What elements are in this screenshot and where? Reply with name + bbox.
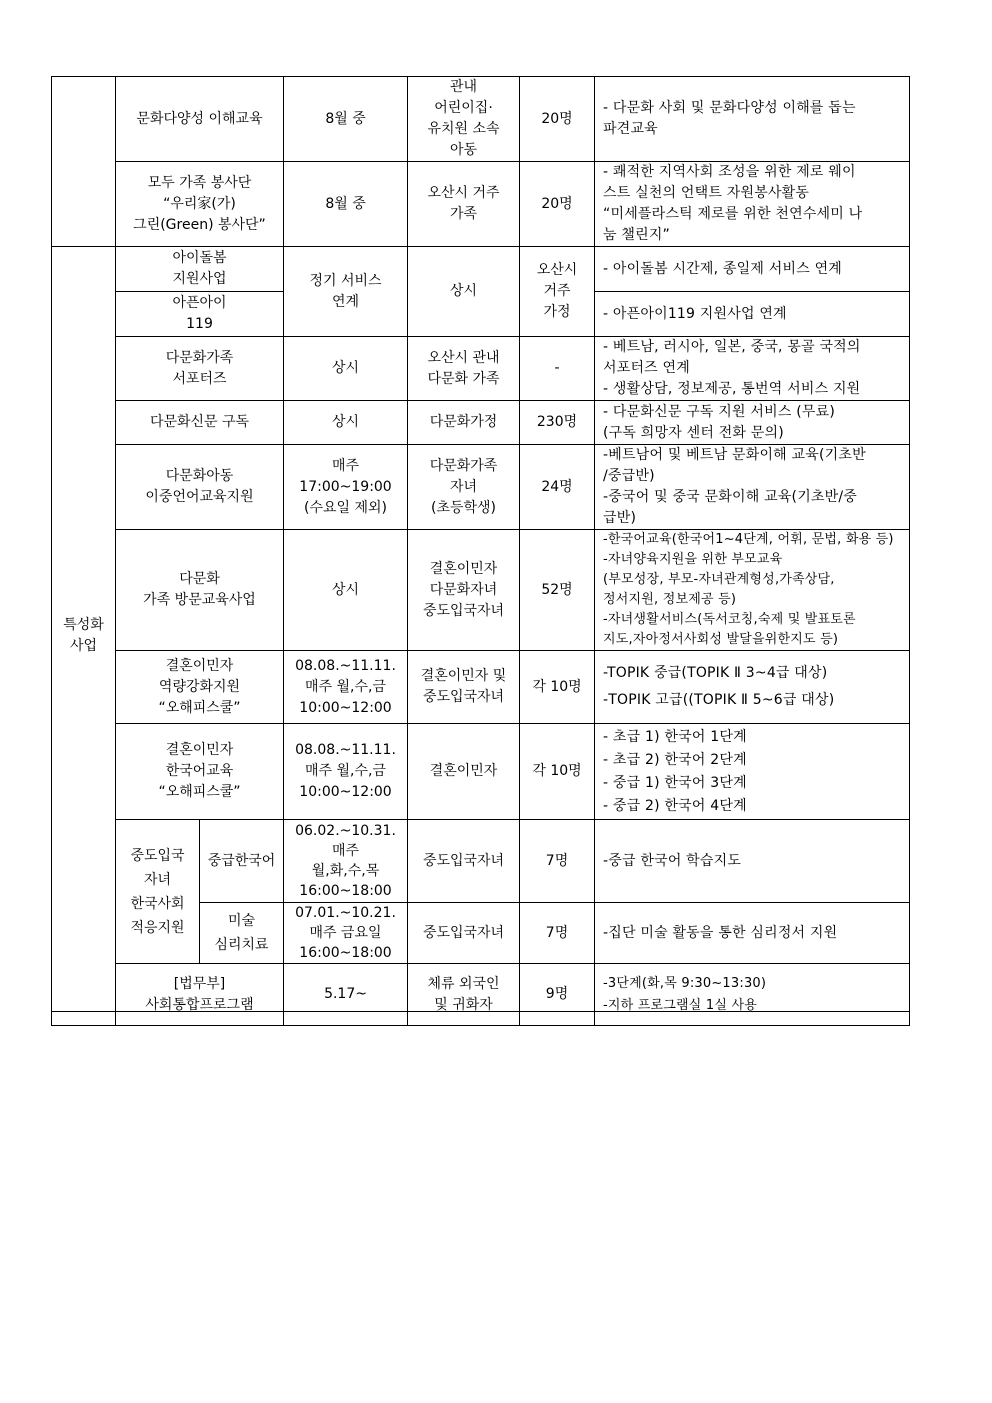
table-row (52, 337, 910, 401)
table-row (52, 247, 910, 292)
content-cell: -베트남어 및 베트남 문화이해 교육(기초반 /중급반) -중국어 및 중국 문화이해 교육(기초반/중 급반) (595, 445, 910, 530)
content-cell: - 다문화 사회 및 문화다양성 이해를 돕는 파견교육 (595, 77, 910, 162)
content-cell: -중급 한국어 학습지도 (595, 820, 910, 903)
table-row (52, 651, 910, 724)
content-cell: - 아픈아이119 지원사업 연계 (595, 292, 910, 337)
program-cell: 다문화 가족 방문교육사업 (116, 530, 284, 651)
count-cell: 24명 (520, 445, 595, 530)
program-cell: 아이돌봄 지원사업 (116, 247, 284, 292)
count-cell: 7명 (520, 903, 595, 964)
content-cell: -한국어교육(한국어1~4단계, 어휘, 문법, 화용 등) -자녀양육지원을 위한 부모교육 (부모성장, 부모-자녀관계형성,가족상담, 정서지원, 정보제공 등) -자녀생활서비스(독서코칭,숙제 및 발표토론 지도,자아정서사회성 발달을위한지도 등) (595, 530, 910, 651)
table-bottom-rule (51, 1011, 909, 1012)
table-row (52, 530, 910, 651)
group-cell: 중도입국 자녀 한국사회 적응지원 (116, 820, 200, 964)
content-cell: -TOPIK 중급(TOPIK Ⅱ 3~4급 대상) -TOPIK 고급((TOPIK Ⅱ 5~6급 대상) (595, 651, 910, 724)
content-cell: - 아이돌봄 시간제, 종일제 서비스 연계 (595, 247, 910, 292)
program-cell: 미술 심리치료 (200, 903, 284, 964)
table-row (52, 964, 910, 1026)
period-cell: 8월 중 (284, 77, 408, 162)
count-cell: 각 10명 (520, 724, 595, 820)
program-table (51, 76, 910, 1026)
target-cell: 결혼이민자 (408, 724, 520, 820)
target-cell: 다문화가족 자녀 (초등학생) (408, 445, 520, 530)
program-cell: 문화다양성 이해교육 (116, 77, 284, 162)
program-cell: 결혼이민자 역량강화지원 “오해피스쿨” (116, 651, 284, 724)
target-cell: 결혼이민자 및 중도입국자녀 (408, 651, 520, 724)
period-cell: 상시 (284, 401, 408, 445)
content-cell: - 베트남, 러시아, 일본, 중국, 몽골 국적의 서포터즈 연계 - 생활상담, 정보제공, 통번역 서비스 지원 (595, 337, 910, 401)
category-cell: 특성화 사업 (52, 247, 116, 1026)
count-cell: 오산시 거주 가정 (520, 247, 595, 337)
program-cell: 모두 가족 봉사단 “우리家(가) 그린(Green) 봉사단” (116, 162, 284, 247)
count-cell: 각 10명 (520, 651, 595, 724)
target-cell: 다문화가정 (408, 401, 520, 445)
period-cell: 상시 (284, 337, 408, 401)
table-row (52, 77, 910, 162)
program-cell: [법무부] 사회통합프로그램 (116, 964, 284, 1026)
content-cell: - 초급 1) 한국어 1단계 - 초급 2) 한국어 2단계 - 중급 1) 한국어 3단계 - 중급 2) 한국어 4단계 (595, 724, 910, 820)
count-cell: 7명 (520, 820, 595, 903)
table-row (52, 401, 910, 445)
count-cell: 52명 (520, 530, 595, 651)
count-cell: 230명 (520, 401, 595, 445)
target-cell: 결혼이민자 다문화자녀 중도입국자녀 (408, 530, 520, 651)
period-cell: 8월 중 (284, 162, 408, 247)
period-cell: 정기 서비스 연계 (284, 247, 408, 337)
target-cell: 체류 외국인 및 귀화자 (408, 964, 520, 1026)
target-cell: 오산시 관내 다문화 가족 (408, 337, 520, 401)
period-cell: 08.08.~11.11. 매주 월,수,금 10:00~12:00 (284, 651, 408, 724)
period-cell: 07.01.~10.21. 매주 금요일 16:00~18:00 (284, 903, 408, 964)
period-cell: 06.02.~10.31. 매주 월,화,수,목 16:00~18:00 (284, 820, 408, 903)
target-cell: 상시 (408, 247, 520, 337)
program-cell: 다문화아동 이중언어교육지원 (116, 445, 284, 530)
program-cell: 아픈아이 119 (116, 292, 284, 337)
program-cell: 중급한국어 (200, 820, 284, 903)
program-cell: 결혼이민자 한국어교육 “오해피스쿨” (116, 724, 284, 820)
count-cell: 20명 (520, 77, 595, 162)
content-cell: - 쾌적한 지역사회 조성을 위한 제로 웨이 스트 실천의 언택트 자원봉사활동 “미세플라스틱 제로를 위한 천연수세미 나 눔 챌린지” (595, 162, 910, 247)
period-cell: 08.08.~11.11. 매주 월,수,금 10:00~12:00 (284, 724, 408, 820)
table-row (52, 820, 910, 903)
target-cell: 오산시 거주 가족 (408, 162, 520, 247)
program-cell: 다문화가족 서포터즈 (116, 337, 284, 401)
count-cell: - (520, 337, 595, 401)
count-cell: 20명 (520, 162, 595, 247)
table-row (52, 724, 910, 820)
target-cell: 관내 어린이집· 유치원 소속 아동 (408, 77, 520, 162)
content-cell: -3단계(화,목 9:30~13:30) -지하 프로그램실 1실 사용 (595, 964, 910, 1026)
target-cell: 중도입국자녀 (408, 903, 520, 964)
program-cell: 다문화신문 구독 (116, 401, 284, 445)
content-cell: -집단 미술 활동을 통한 심리정서 지원 (595, 903, 910, 964)
target-cell: 중도입국자녀 (408, 820, 520, 903)
table-row (52, 162, 910, 247)
content-cell: - 다문화신문 구독 지원 서비스 (무료) (구독 희망자 센터 전화 문의) (595, 401, 910, 445)
table-row (52, 445, 910, 530)
category-cell-empty (52, 77, 116, 247)
period-cell: 상시 (284, 530, 408, 651)
period-cell: 5.17~ (284, 964, 408, 1026)
count-cell: 9명 (520, 964, 595, 1026)
period-cell: 매주 17:00~19:00 (수요일 제외) (284, 445, 408, 530)
